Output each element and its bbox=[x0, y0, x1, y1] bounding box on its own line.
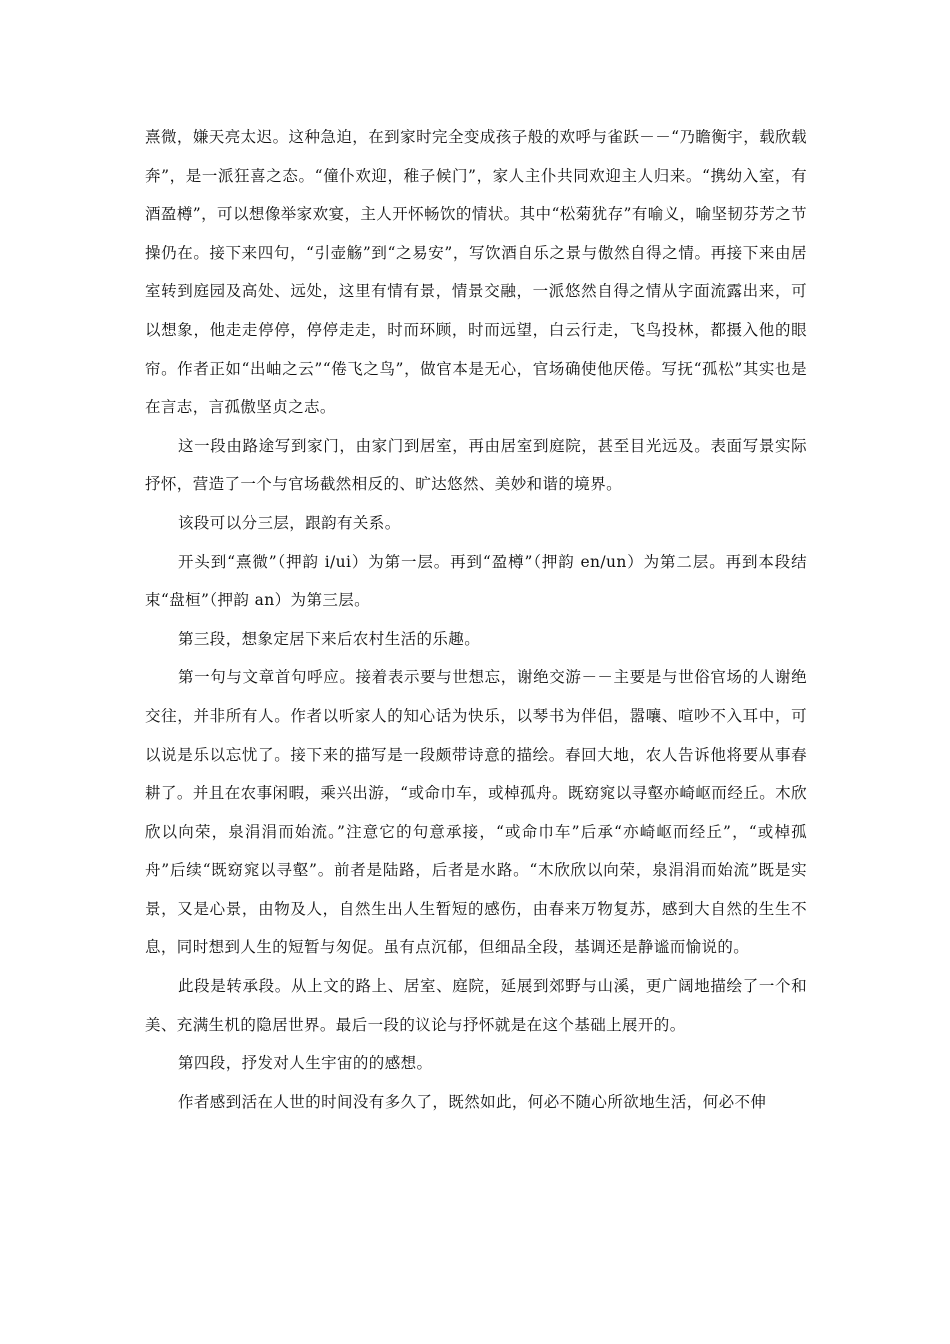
paragraph-2: 这一段由路途写到家门，由家门到居室，再由居室到庭院，甚至目光远及。表面写景实际抒怀，营造了一个与官场截然相反的、旷达悠然、美妙和谐的境界。 bbox=[145, 436, 807, 494]
document-body bbox=[145, 118, 807, 1121]
paragraph-8: 第四段，抒发对人生宇宙的的感想。 bbox=[178, 1054, 433, 1073]
paragraph-9: 作者感到活在人世的时间没有多久了，既然如此，何必不随心所欲地生活，何必不伸 bbox=[178, 1092, 767, 1111]
paragraph-3: 该段可以分三层，跟韵有关系。 bbox=[178, 513, 401, 532]
paragraph-6: 第一句与文章首句呼应。接着表示要与世想忘，谢绝交游－－主要是与世俗官场的人谢绝交往，并非所有人。作者以听家人的知心话为快乐，以琴书为伴侣，嚣嚷、喧吵不入耳中，可以说是乐以忘忧了。接下来的描写是一段颇带诗意的描绘。春回大地，农人告诉他将要从事春耕了。并且在农事闲暇，乘兴出游，“或命巾车，或棹孤舟。既窈窕以寻壑亦崎岖而经丘。木欣欣以向荣，泉涓涓而始流。”注意它的句意承接，“或命巾车”后承“亦崎岖而经丘”，“或棹孤舟”后续“既窈窕以寻壑”。前者是陆路，后者是水路。“木欣欣以向荣，泉涓涓而始流”既是实景，又是心景，由物及人，自然生出人生暂短的感伤，由春来万物复苏，感到大自然的生生不息，同时想到人生的短暂与匆促。虽有点沉郁，但细品全段，基调还是静谧而愉说的。 bbox=[145, 668, 807, 957]
paragraph-4: 开头到“熹微”（押韵 i/ui）为第一层。再到“盈樽”（押韵 en/un）为第二层。再到本段结束“盘桓”（押韵 an）为第三层。 bbox=[145, 552, 807, 610]
paragraph-7: 此段是转承段。从上文的路上、居室、庭院，延展到郊野与山溪，更广阔地描绘了一个和美、充满生机的隐居世界。最后一段的议论与抒怀就是在这个基础上展开的。 bbox=[145, 977, 807, 1034]
paragraph-1: 熹微，嫌天亮太迟。这种急迫，在到家时完全变成孩子般的欢呼与雀跃－－“乃瞻衡宇，载欣载奔”，是一派狂喜之态。“僮仆欢迎，稚子候门”，家人主仆共同欢迎主人归来。“携幼入室，有酒盈樽”，可以想像举家欢宴，主人开怀畅饮的情状。其中“松菊犹存”有喻义，喻坚韧芬芳之节操仍在。接下来四句，“引壶觞”到“之易安”，写饮酒自乐之景与傲然自得之情。再接下来由居室转到庭园及高处、远处，这里有情有景，情景交融，一派悠然自得之情从字面流露出来，可以想象，他走走停停，停停走走，时而环顾，时而远望，白云行走，飞鸟投林，都摄入他的眼帘。作者正如“出岫之云”“倦飞之鸟”，做官本是无心，官场确使他厌倦。写抚“孤松”其实也是在言志，言孤傲坚贞之志。 bbox=[145, 128, 807, 417]
paragraph-5: 第三段，想象定居下来后农村生活的乐趣。 bbox=[178, 629, 481, 648]
